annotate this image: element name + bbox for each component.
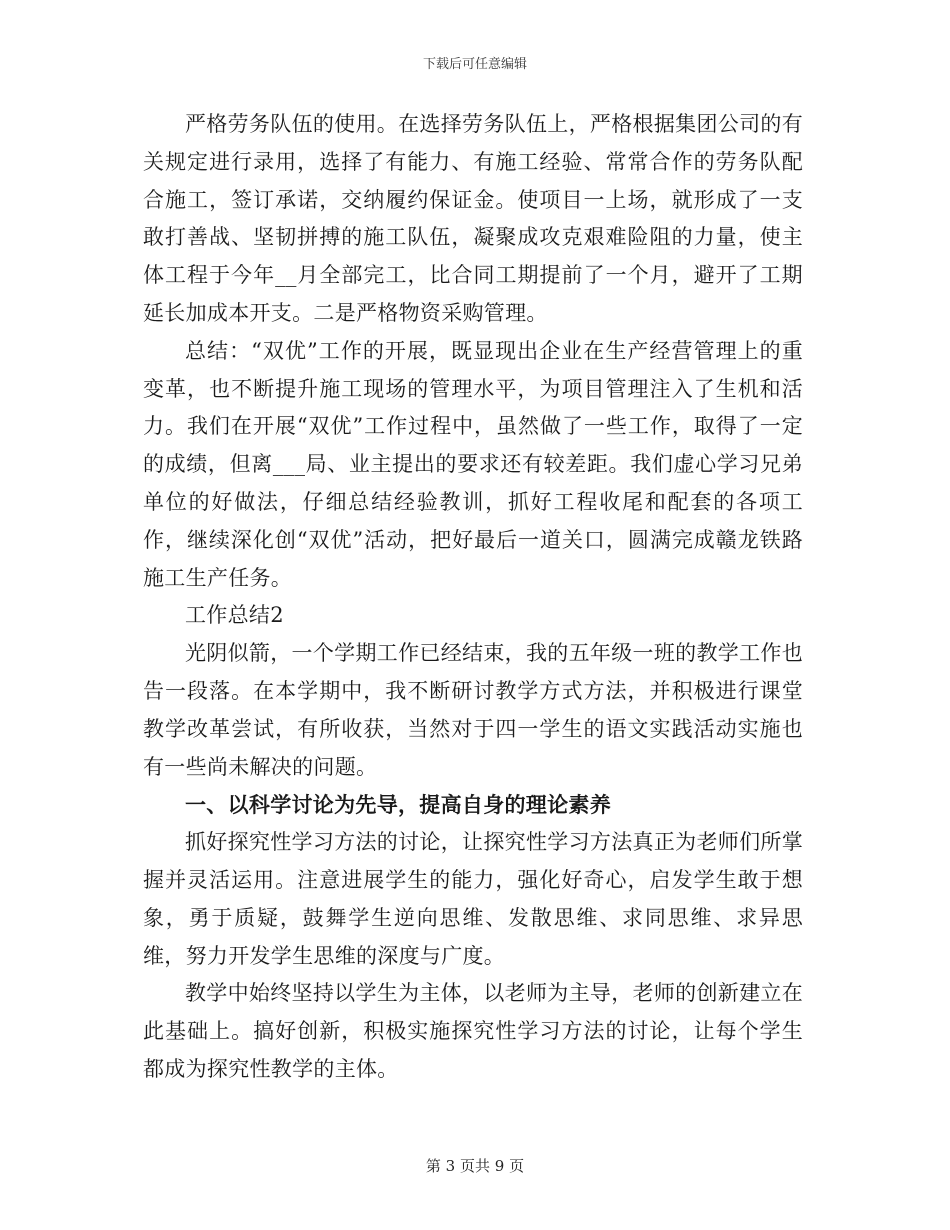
paragraph-semester-intro: 光阴似箭，一个学期工作已经结束，我的五年级一班的教学工作也告一段落。在本学期中，我不断研讨教学方式方法，并积极进行课堂教学改革尝试，有所收获，当然对于四一学生的语文实践活动实施也有一些尚未解决的问题。 [143, 641, 803, 779]
page-footer: 第 3 页共 9 页 [425, 1157, 525, 1175]
paragraph-inquiry-learning: 抓好探究性学习方法的讨论，让探究性学习方法真正为老师们所掌握并灵活运用。注意进展学生的能力，强化好奇心，启发学生敢于想象，勇于质疑，鼓舞学生逆向思维、发散思维、求同思维、求异思维，努力开发学生思维的深度与广度。 [143, 830, 803, 968]
document-body [143, 106, 803, 1089]
paragraph-labor-team: 严格劳务队伍的使用。在选择劳务队伍上，严格根据集团公司的有关规定进行录用，选择了有能力、有施工经验、常常合作的劳务队配合施工，签订承诺，交纳履约保证金。使项目一上场，就形成了一支敢打善战、坚韧拼搏的施工队伍，凝聚成攻克艰难险阻的力量，使主体工程于今年__月全部完工，比合同工期提前了一个月，避开了工期延长加成本开支。二是严格物资采购管理。 [143, 112, 803, 325]
section-heading: 一、以科学讨论为先导，提高自身的理论素养 [185, 792, 611, 818]
paragraph-summary: 总结：“双优”工作的开展，既显现出企业在生产经营管理上的重变革，也不断提升施工现场的管理水平，为项目管理注入了生机和活力。我们在开展“双优”工作过程中，虽然做了一些工作，取得了一定的成绩，但离___局、业主提出的要求还有较差距。我们虚心学习兄弟单位的好做法，仔细总结经验教训，抓好工程收尾和配套的各项工作，继续深化创“双优”活动，把好最后一道关口，圆满完成赣龙铁路施工生产任务。 [143, 338, 803, 590]
page-header: 下载后可任意编辑 [422, 57, 527, 72]
section-subtitle: 工作总结2 [185, 603, 284, 628]
paragraph-student-centered: 教学中始终坚持以学生为主体，以老师为主导，老师的创新建立在此基础上。搞好创新，积极实施探究性学习方法的讨论，让每个学生都成为探究性教学的主体。 [143, 981, 803, 1081]
